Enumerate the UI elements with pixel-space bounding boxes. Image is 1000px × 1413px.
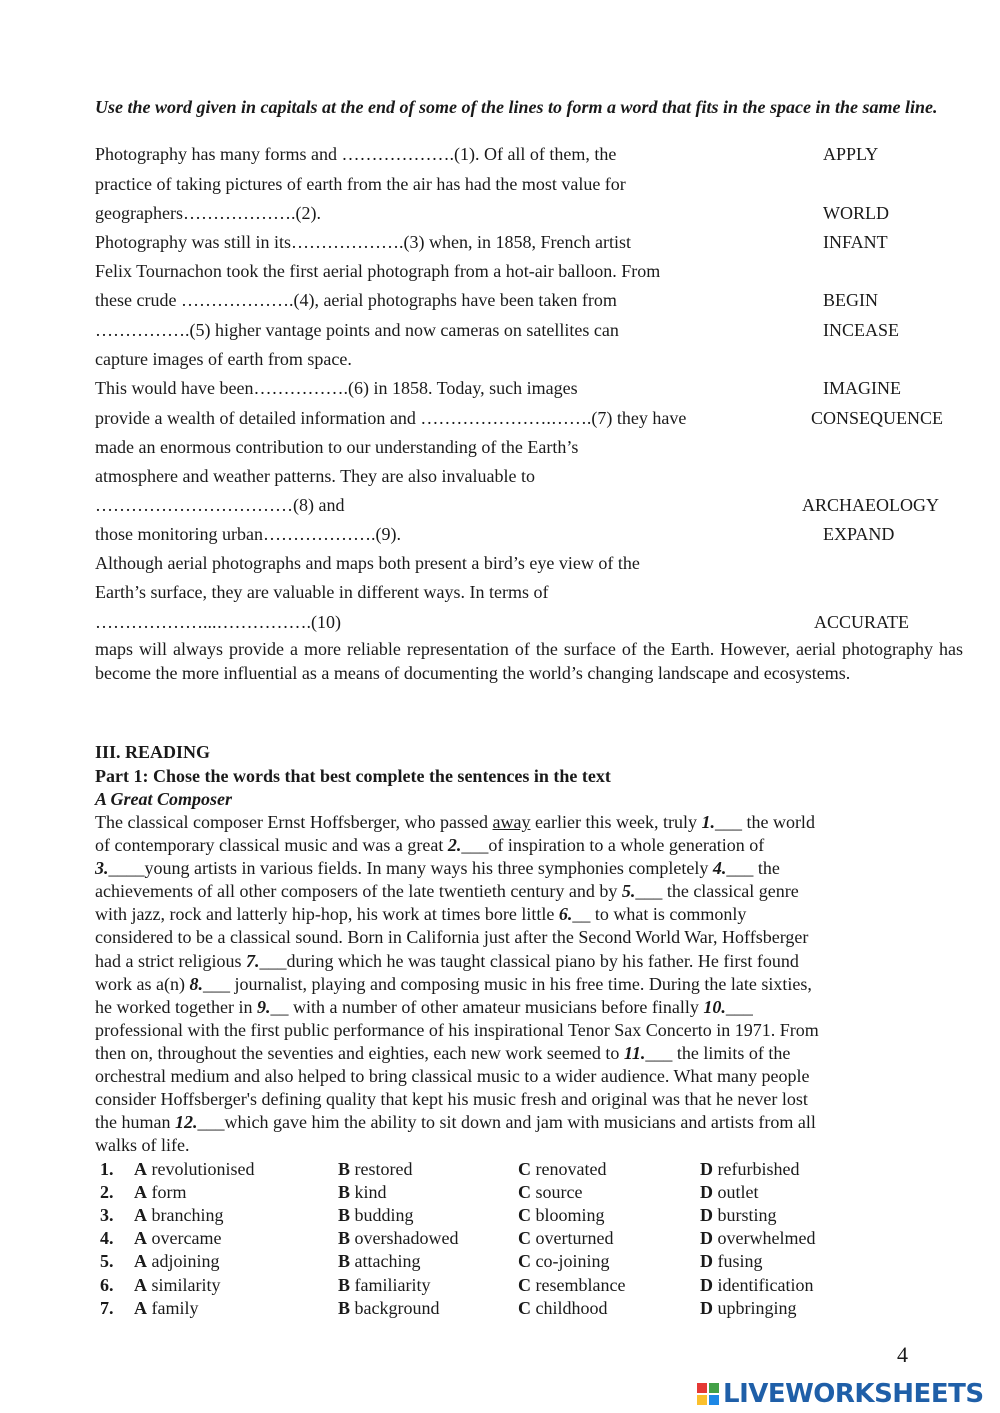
logo-squares-icon [697,1383,719,1405]
word-formation-line: Photography was still in its……………….(3) when, in 1858, French artist [95,232,631,252]
root-word: INCEASE [823,320,899,340]
option-c[interactable] [518,1297,608,1320]
blank-number: 11. [623,1043,646,1063]
root-word: WORLD [823,203,889,223]
passage-line: then on, throughout the seventies and eighties, each new work seemed to 11.___ the limits of the [95,1043,791,1063]
option-letter: A [134,1205,147,1226]
option-d[interactable] [700,1250,763,1273]
option-b[interactable] [338,1158,413,1181]
option-letter: A [134,1159,147,1179]
option-b[interactable] [338,1181,387,1204]
blank-number: 5. [621,881,636,901]
section-title-reading: III. READING [95,742,211,762]
option-text: blooming [535,1205,605,1226]
liveworksheets-logo [697,1379,984,1409]
question-number: 7. [100,1297,114,1318]
option-letter: C [518,1182,531,1203]
option-letter: B [338,1159,351,1179]
option-letter: B [338,1205,351,1226]
option-letter: C [518,1228,531,1249]
option-text: co-joining [535,1251,610,1272]
question-options-row [0,1297,1000,1320]
passage-title: A Great Composer [95,789,233,809]
root-word: ACCURATE [814,612,910,632]
passage-line: professional with the first public performance of his inspirational Tenor Sax Concerto in 1971. From [95,1020,819,1040]
question-number: 2. [100,1182,114,1203]
blank-6[interactable]: __ to what is commonly [572,904,747,924]
option-text: revolutionised [151,1159,255,1179]
option-letter: A [134,1251,147,1272]
question-options-row [0,1181,1000,1204]
word-formation-line: atmosphere and weather patterns. They are also invaluable to [95,466,535,486]
blank-2[interactable]: ___of inspiration to a whole generation of [461,835,765,855]
option-text: renovated [535,1159,607,1179]
option-text: source [535,1182,583,1203]
question-number: 5. [100,1251,114,1272]
passage-line: work as a(n) 8.___ journalist, playing and composing music in his free time. During the late sixties, [95,974,812,994]
passage-line: of contemporary classical music and was a great 2.___of inspiration to a whole generation of [95,835,765,855]
option-letter: A [134,1297,147,1318]
option-d[interactable] [700,1204,777,1227]
option-a[interactable] [134,1250,220,1273]
word-formation-line: geographers……………….(2). [95,203,321,223]
part-title: Part 1: Chose the words that best complete the sentences in the text [95,766,611,786]
blank-number: 4. [712,858,727,878]
word-formation-line: This would have been…………….(6) in 1858. Today, such images [95,378,578,398]
option-letter: A [134,1274,147,1295]
option-a[interactable] [134,1297,199,1320]
question-options-row [0,1250,1000,1273]
passage-line: he worked together in 9.__ with a number of other amateur musicians before finally 10.___ [95,997,753,1017]
option-c[interactable] [518,1227,613,1250]
word-formation-line: …………….(5) higher vantage points and now cameras on satellites can [95,320,619,340]
option-text: outlet [717,1182,759,1203]
option-letter: D [700,1205,713,1226]
option-letter: C [518,1251,531,1272]
option-letter: B [338,1182,351,1203]
blank-number: 12. [174,1112,198,1132]
question-number: 4. [100,1228,114,1249]
blank-number: 1. [701,812,715,832]
word-formation-closing-paragraph: maps will always provide a more reliable representation of the surface of the Earth. However, aerial photography has become the more influential as a means of documenting the world’s changing landscape and ecosystems. [95,639,963,683]
option-text: similarity [151,1274,221,1295]
word-formation-line: made an enormous contribution to our understanding of the Earth’s [95,437,579,457]
option-a[interactable] [134,1227,221,1250]
option-letter: D [700,1182,713,1203]
option-c[interactable] [518,1204,605,1227]
blank-11[interactable]: ___ the limits of the [645,1043,791,1063]
root-word: IMAGINE [823,378,901,398]
word-formation-line: Photography has many forms and ……………….(1). Of all of them, the [95,144,617,164]
option-b[interactable] [338,1297,440,1320]
blank-number: 10. [703,997,726,1017]
option-text: attaching [354,1251,421,1272]
root-word: BEGIN [823,290,878,310]
option-a[interactable] [134,1158,254,1181]
option-text: bursting [717,1205,777,1226]
option-b[interactable] [338,1204,414,1227]
option-text: familiarity [354,1274,431,1295]
option-letter: C [518,1205,531,1226]
word-formation-line: those monitoring urban……………….(9). [95,524,401,544]
option-text: upbringing [717,1297,797,1318]
option-letter: D [700,1159,713,1179]
option-letter: B [338,1251,351,1272]
option-text: branching [151,1205,224,1226]
option-text: resemblance [535,1274,626,1295]
blank-5[interactable]: ___ the classical genre [635,881,799,901]
option-letter: C [518,1297,531,1318]
option-b[interactable] [338,1274,431,1297]
passage-line: had a strict religious 7.___during which he was taught classical piano by his father. He first found [95,951,799,971]
option-letter: C [518,1274,531,1295]
blank-4[interactable]: ___ the [726,858,780,878]
option-text: kind [354,1182,387,1203]
passage-line: orchestral medium and also helped to bring classical music to a wider audience. What many people [95,1066,810,1086]
question-options-row [0,1204,1000,1227]
option-a[interactable] [134,1204,223,1227]
word-formation-line: Felix Tournachon took the first aerial photograph from a hot-air balloon. From [95,261,661,281]
option-d[interactable] [700,1227,815,1250]
option-text: childhood [535,1297,608,1318]
option-letter: C [518,1159,531,1179]
blank-10[interactable]: ___ [725,997,753,1017]
option-text: overshadowed [354,1228,459,1249]
option-c[interactable] [518,1250,610,1273]
exercise-instructions: Use the word given in capitals at the end of some of the lines to form a word that fits in the space in the same line. [95,97,938,117]
blank-8[interactable]: ___ journalist, playing and composing music in his free time. During the late sixties, [202,974,812,994]
option-letter: B [338,1274,351,1295]
option-c[interactable] [518,1158,606,1181]
option-letter: B [338,1297,351,1318]
word-formation-line: practice of taking pictures of earth from the air has had the most value for [95,174,626,194]
option-text: restored [354,1159,413,1179]
option-text: overturned [535,1228,614,1249]
blank-number: 9. [256,997,271,1017]
option-letter: A [134,1228,147,1249]
word-formation-line: ……………………………(8) and [95,495,345,515]
blank-7[interactable]: ___during which he was taught classical piano by his father. He first found [259,951,799,971]
option-letter: A [134,1182,147,1203]
root-word: INFANT [823,232,888,252]
word-formation-line: these crude ……………….(4), aerial photographs have been taken from [95,290,617,310]
option-letter: D [700,1274,713,1295]
option-text: overwhelmed [717,1228,816,1249]
option-text: adjoining [151,1251,220,1272]
blank-1[interactable]: ___ the world [714,812,815,832]
blank-number: 7. [245,951,260,971]
option-b[interactable] [338,1250,421,1273]
option-d[interactable] [700,1181,759,1204]
word-formation-line: Earth’s surface, they are valuable in different ways. In terms of [95,582,549,602]
blank-9[interactable]: __ with a number of other amateur musicians before finally [270,997,704,1017]
question-number: 1. [100,1159,114,1179]
option-c[interactable] [518,1274,625,1297]
option-text: form [151,1182,187,1203]
root-word: APPLY [823,144,879,164]
question-options-row [0,1158,1000,1181]
page-number: 4 [897,1342,908,1367]
option-a[interactable] [134,1181,187,1204]
option-c[interactable] [518,1181,582,1204]
word-formation-line: Although aerial photographs and maps both present a bird’s eye view of the [95,553,640,573]
option-text: overcame [151,1228,222,1249]
option-d[interactable] [700,1297,797,1320]
option-d[interactable] [700,1274,813,1297]
option-d[interactable] [700,1158,799,1181]
blank-number: 3. [95,858,109,878]
root-word: CONSEQUENCE [811,408,944,428]
blank-12[interactable]: ___which gave him the ability to sit down and jam with musicians and artists from all [197,1112,816,1132]
option-letter: B [338,1228,351,1249]
root-word: EXPAND [823,524,895,544]
logo-text: LIVEWORKSHEETS [723,1379,984,1409]
option-text: budding [354,1205,414,1226]
blank-3[interactable]: ____young artists in various fields. In many ways his three symphonies completely [108,858,713,878]
question-options-row [0,1274,1000,1297]
option-a[interactable] [134,1274,221,1297]
passage-line: with jazz, rock and latterly hip-hop, his work at times bore little 6.__ to what is commonly [95,904,747,924]
blank-number: 8. [189,974,203,994]
option-text: family [151,1297,199,1318]
option-text: refurbished [717,1159,800,1179]
passage-line: considered to be a classical sound. Born in California just after the Second World War, Hoffsberger [95,927,809,947]
question-options-row [0,1227,1000,1250]
option-text: fusing [717,1251,763,1272]
question-number: 3. [100,1205,114,1226]
option-letter: D [700,1297,713,1318]
option-letter: D [700,1251,713,1272]
word-formation-line: provide a wealth of detailed information and ………………….…….(7) they have [95,408,687,428]
blank-number: 6. [558,904,573,924]
passage-line: the human 12.___which gave him the ability to sit down and jam with musicians and artists from all [95,1112,816,1132]
passage-line: The classical composer Ernst Hoffsberger, who passed away earlier this week, truly 1.___ the world [95,812,815,832]
passage-line [95,857,780,879]
word-formation-line: ………………...…………….(10) [95,612,341,632]
option-letter: D [700,1228,713,1249]
question-number: 6. [100,1274,114,1295]
root-word: ARCHAEOLOGY [802,495,939,515]
option-text: identification [717,1274,814,1295]
passage-line: consider Hoffsberger's defining quality that kept his music fresh and original was that he never lost [95,1089,808,1109]
option-b[interactable] [338,1227,458,1250]
option-text: background [354,1297,440,1318]
passage-line: achievements of all other composers of the late twentieth century and by 5.___ the classical genre [95,881,799,901]
blank-number: 2. [447,835,462,855]
passage-line: walks of life. [95,1135,190,1155]
word-formation-line: capture images of earth from space. [95,349,352,369]
